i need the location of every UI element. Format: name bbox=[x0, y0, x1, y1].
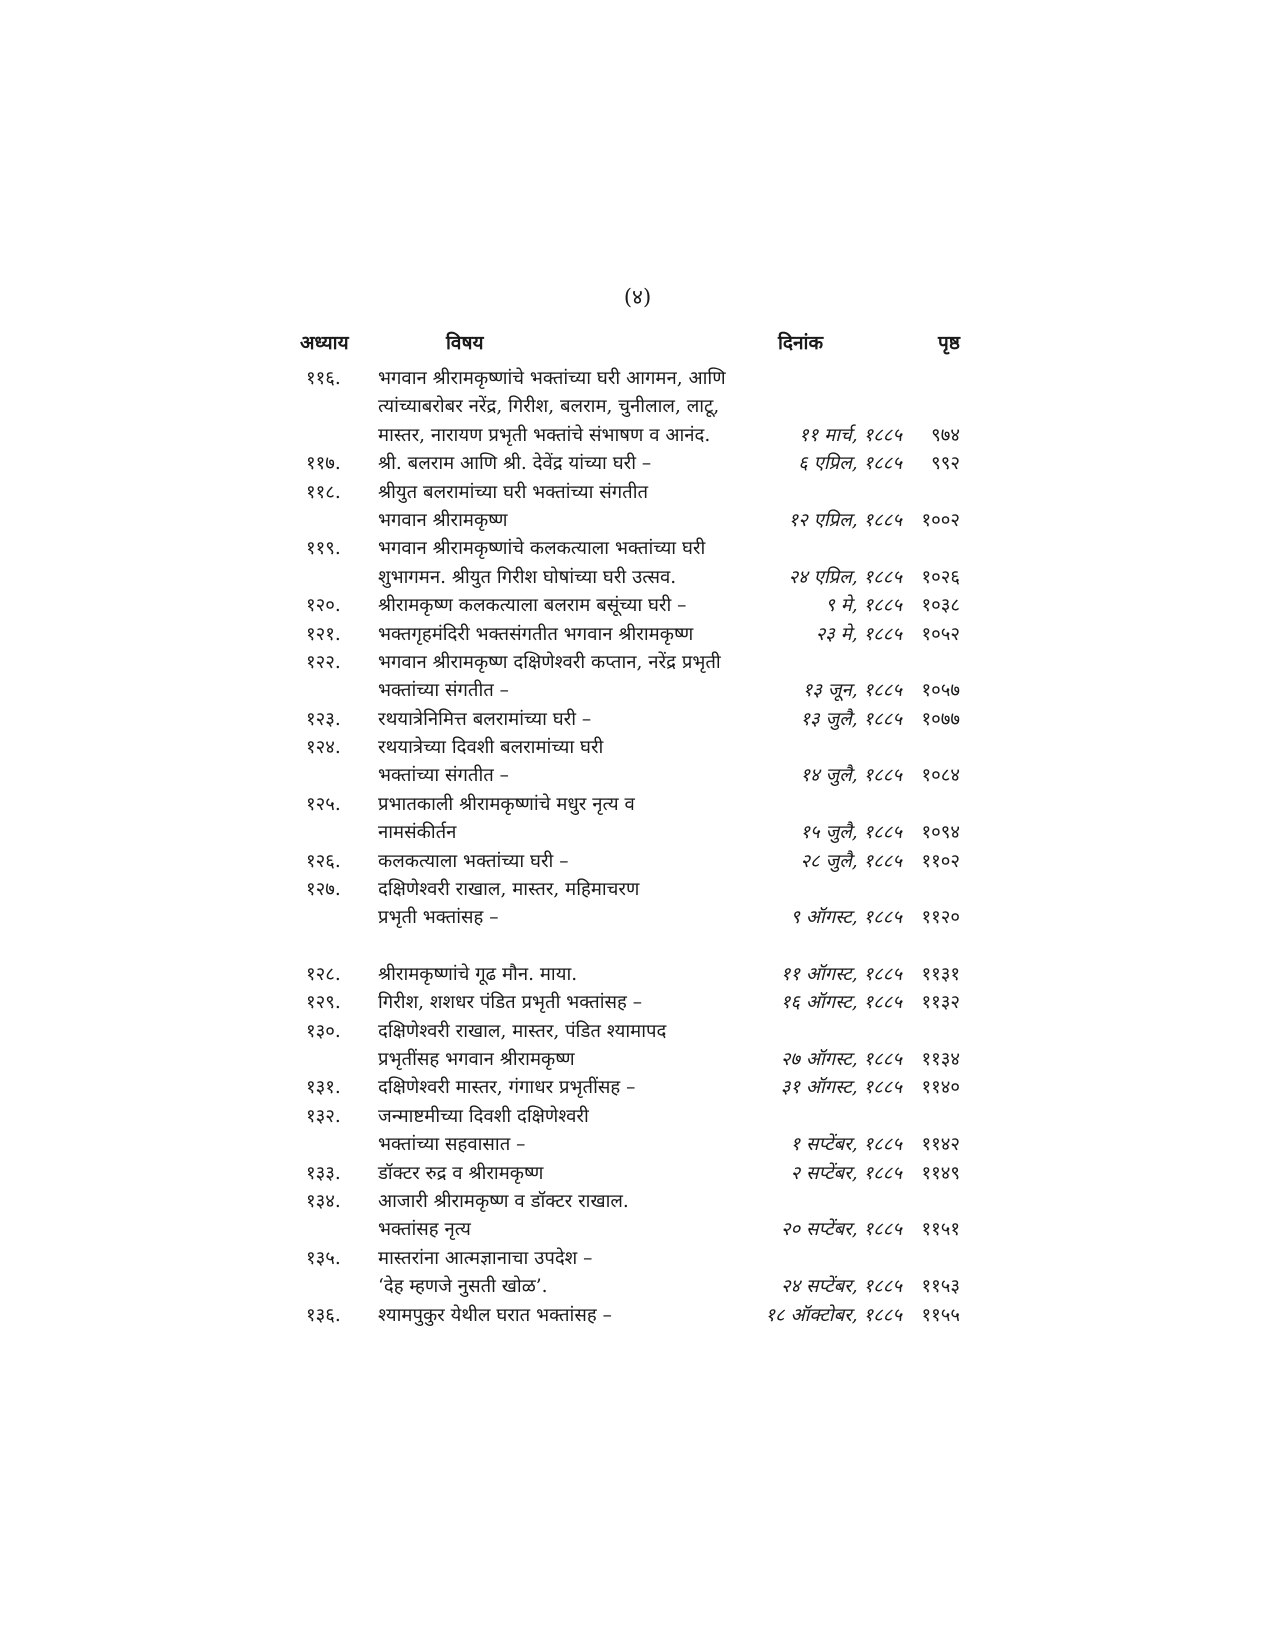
chapter-date: ६ एप्रिल, १८८५ bbox=[798, 453, 902, 475]
chapter-subject-line: दक्षिणेश्वरी राखाल, मास्तर, महिमाचरण bbox=[378, 879, 640, 901]
toc-entry-line bbox=[300, 535, 960, 563]
chapter-subject-line: प्रभृतींसह भगवान श्रीरामकृष्ण bbox=[378, 1048, 575, 1070]
toc-entry-line bbox=[300, 365, 960, 393]
toc-entry-line bbox=[300, 1302, 960, 1330]
chapter-subject-line: भगवान श्रीरामकृष्णांचे भक्तांच्या घरी आगमन, आणि bbox=[378, 368, 726, 389]
chapter-number: १२०. bbox=[306, 595, 341, 617]
toc-entry bbox=[300, 989, 960, 1017]
section-gap bbox=[300, 933, 960, 961]
toc-entry-line bbox=[300, 706, 960, 734]
chapter-page-number: ११०२ bbox=[921, 850, 960, 872]
toc-entry-line bbox=[300, 876, 960, 904]
toc-entry-line bbox=[300, 1245, 960, 1273]
chapter-date: २४ सप्टेंबर, १८८५ bbox=[780, 1276, 902, 1298]
chapter-number: १२५. bbox=[306, 793, 341, 815]
toc-entry-line bbox=[300, 1131, 960, 1159]
chapter-page-number: ११३१ bbox=[921, 963, 960, 985]
toc-entry bbox=[300, 1302, 960, 1330]
toc-entry bbox=[300, 876, 960, 933]
toc-entry-line bbox=[300, 904, 960, 932]
chapter-page-number: ९९२ bbox=[931, 453, 960, 475]
chapter-subject-line: रथयात्रेनिमित्त बलरामांच्या घरी – bbox=[378, 708, 592, 730]
toc-entry-line bbox=[300, 1160, 960, 1188]
toc-entry bbox=[300, 1074, 960, 1102]
chapter-number: १२३. bbox=[306, 708, 341, 730]
chapter-page-number: १०७७ bbox=[921, 708, 960, 730]
toc-entry-line bbox=[300, 564, 960, 592]
toc-entry-line bbox=[300, 1216, 960, 1244]
chapter-subject-line: दक्षिणेश्वरी मास्तर, गंगाधर प्रभृतींसह – bbox=[378, 1077, 636, 1099]
chapter-date: २४ एप्रिल, १८८५ bbox=[788, 566, 902, 588]
toc-entry-line bbox=[300, 393, 960, 421]
chapter-date: २३ मे, १८८५ bbox=[815, 623, 902, 645]
chapter-subject-line: भक्तांच्या सहवासात – bbox=[378, 1134, 526, 1156]
chapter-subject-line: प्रभृती भक्तांसह – bbox=[378, 907, 499, 929]
chapter-number: १२१. bbox=[306, 623, 341, 645]
toc-entry-line bbox=[300, 649, 960, 677]
toc-entry bbox=[300, 479, 960, 536]
header-page: पृष्ठ bbox=[938, 332, 960, 354]
chapter-page-number: १००२ bbox=[921, 509, 960, 531]
toc-entry-line bbox=[300, 1046, 960, 1074]
chapter-number: १३१. bbox=[306, 1077, 341, 1099]
table-of-contents bbox=[300, 325, 960, 1330]
toc-entry-line bbox=[300, 848, 960, 876]
chapter-date: १५ जुलै, १८८५ bbox=[800, 822, 902, 844]
chapter-subject-line: श्रीरामकृष्ण कलकत्याला बलराम बसूंच्या घरी – bbox=[378, 595, 687, 617]
toc-entry bbox=[300, 535, 960, 592]
chapter-number: १२८. bbox=[306, 963, 341, 985]
toc-entry-line bbox=[300, 479, 960, 507]
toc-entry-line bbox=[300, 1074, 960, 1102]
toc-entry-line bbox=[300, 422, 960, 450]
chapter-subject-line: भक्तांच्या संगतीत – bbox=[378, 765, 509, 787]
chapter-page-number: ११२० bbox=[921, 907, 960, 929]
chapter-number: १२४. bbox=[306, 737, 341, 759]
chapter-subject-line: भक्तगृहमंदिरी भक्तसंगतीत भगवान श्रीरामकृष्ण bbox=[378, 623, 694, 645]
toc-entry-line bbox=[300, 1103, 960, 1131]
toc-entry-line bbox=[300, 819, 960, 847]
chapter-subject-line: श्रीरामकृष्णांचे गूढ मौन. माया. bbox=[378, 963, 578, 985]
chapter-subject-line: भगवान श्रीरामकृष्ण दक्षिणेश्वरी कप्तान, नरेंद्र प्रभृती bbox=[378, 651, 721, 673]
chapter-subject-line: कलकत्याला भक्तांच्या घरी – bbox=[378, 850, 569, 872]
toc-entry-line bbox=[300, 677, 960, 705]
toc-entry-line bbox=[300, 762, 960, 790]
chapter-date: १ सप्टेंबर, १८८५ bbox=[790, 1134, 902, 1156]
chapter-page-number: १०५२ bbox=[921, 623, 960, 645]
toc-entries bbox=[300, 365, 960, 1330]
toc-entry bbox=[300, 706, 960, 734]
chapter-number: १३६. bbox=[306, 1304, 341, 1326]
chapter-page-number: ११५३ bbox=[921, 1276, 960, 1298]
chapter-subject-line: आजारी श्रीरामकृष्ण व डॉक्टर राखाल. bbox=[378, 1190, 629, 1212]
chapter-page-number: ११५१ bbox=[921, 1219, 960, 1241]
header-chapter: अध्याय bbox=[300, 332, 349, 354]
chapter-date: १३ जून, १८८५ bbox=[802, 680, 902, 702]
chapter-page-number: १०९४ bbox=[921, 822, 960, 844]
toc-entry-line bbox=[300, 1018, 960, 1046]
chapter-number: ११६. bbox=[306, 368, 341, 389]
chapter-subject-line: श्रीयुत बलरामांच्या घरी भक्तांच्या संगतीत bbox=[378, 481, 649, 503]
toc-entry bbox=[300, 1188, 960, 1245]
chapter-date: १३ जुलै, १८८५ bbox=[800, 708, 902, 730]
chapter-subject-line: श्यामपुकुर येथील घरात भक्तांसह – bbox=[378, 1304, 612, 1326]
chapter-page-number: ९७४ bbox=[931, 424, 960, 446]
chapter-number: १३४. bbox=[306, 1190, 341, 1212]
toc-entry bbox=[300, 848, 960, 876]
toc-entry bbox=[300, 621, 960, 649]
toc-entry bbox=[300, 734, 960, 791]
toc-entry bbox=[300, 1245, 960, 1302]
toc-entry-line bbox=[300, 507, 960, 535]
chapter-number: १३५. bbox=[306, 1247, 341, 1269]
chapter-date: २७ ऑगस्ट, १८८५ bbox=[780, 1048, 902, 1070]
chapter-subject-line: भगवान श्रीरामकृष्ण bbox=[378, 509, 508, 531]
chapter-subject-line: ‘देह म्हणजे नुसती खोळ’. bbox=[378, 1276, 548, 1298]
toc-entry bbox=[300, 1103, 960, 1160]
toc-entry-line bbox=[300, 1188, 960, 1216]
chapter-page-number: १०२६ bbox=[921, 566, 960, 588]
chapter-page-number: १०५७ bbox=[921, 680, 960, 702]
chapter-page-number: १०८४ bbox=[921, 765, 960, 787]
chapter-subject-line: नामसंकीर्तन bbox=[378, 822, 457, 844]
chapter-number: ११७. bbox=[306, 453, 341, 475]
toc-entry bbox=[300, 649, 960, 706]
chapter-number: १३०. bbox=[306, 1020, 341, 1042]
toc-entry bbox=[300, 791, 960, 848]
toc-entry-line bbox=[300, 450, 960, 478]
toc-entry-line bbox=[300, 734, 960, 762]
chapter-page-number: १०३८ bbox=[921, 595, 960, 617]
chapter-number: १३२. bbox=[306, 1105, 341, 1127]
chapter-subject-line: दक्षिणेश्वरी राखाल, मास्तर, पंडित श्यामापद bbox=[378, 1020, 667, 1042]
header-subject: विषय bbox=[446, 332, 484, 354]
chapter-date: २० सप्टेंबर, १८८५ bbox=[780, 1219, 902, 1241]
chapter-subject-line: भक्तांच्या संगतीत – bbox=[378, 680, 509, 702]
chapter-subject-line: भगवान श्रीरामकृष्णांचे कलकत्याला भक्तांच्या घरी bbox=[378, 538, 706, 560]
chapter-date: २ सप्टेंबर, १८८५ bbox=[790, 1162, 902, 1184]
chapter-page-number: ११३४ bbox=[921, 1048, 960, 1070]
chapter-date: ३१ ऑगस्ट, १८८५ bbox=[780, 1077, 902, 1099]
chapter-subject-line: जन्माष्टमीच्या दिवशी दक्षिणेश्वरी bbox=[378, 1105, 589, 1127]
chapter-number: १२९. bbox=[306, 992, 341, 1014]
chapter-date: १६ ऑगस्ट, १८८५ bbox=[780, 992, 902, 1014]
chapter-subject-line: शुभागमन. श्रीयुत गिरीश घोषांच्या घरी उत्सव. bbox=[378, 566, 677, 588]
toc-entry-line bbox=[300, 961, 960, 989]
toc-entry bbox=[300, 1018, 960, 1075]
chapter-page-number: ११३२ bbox=[921, 992, 960, 1014]
toc-entry-line bbox=[300, 989, 960, 1017]
chapter-number: १२६. bbox=[306, 850, 341, 872]
chapter-number: १२२. bbox=[306, 651, 341, 673]
chapter-date: ११ ऑगस्ट, १८८५ bbox=[780, 963, 902, 985]
chapter-page-number: ११५५ bbox=[921, 1304, 960, 1326]
toc-entry bbox=[300, 961, 960, 989]
chapter-subject-line: डॉक्टर रुद्र व श्रीरामकृष्ण bbox=[378, 1162, 544, 1184]
chapter-subject-line: भक्तांसह नृत्य bbox=[378, 1219, 471, 1241]
toc-entry-line bbox=[300, 592, 960, 620]
chapter-subject-line: रथयात्रेच्या दिवशी बलरामांच्या घरी bbox=[378, 737, 604, 759]
chapter-number: १२७. bbox=[306, 879, 341, 901]
header-date: दिनांक bbox=[778, 332, 824, 354]
chapter-subject-line: मास्तर, नारायण प्रभृती भक्तांचे संभाषण व आनंद. bbox=[378, 424, 711, 446]
chapter-number: १३३. bbox=[306, 1162, 341, 1184]
toc-entry-line bbox=[300, 621, 960, 649]
chapter-date: ९ मे, १८८५ bbox=[825, 595, 902, 617]
toc-entry bbox=[300, 1160, 960, 1188]
chapter-page-number: ११४० bbox=[921, 1077, 960, 1099]
toc-entry bbox=[300, 450, 960, 478]
chapter-subject-line: गिरीश, शशधर पंडित प्रभृती भक्तांसह – bbox=[378, 992, 642, 1014]
toc-entry-line bbox=[300, 791, 960, 819]
chapter-date: २८ जुलै, १८८५ bbox=[800, 850, 902, 872]
chapter-subject-line: मास्तरांना आत्मज्ञानाचा उपदेश – bbox=[378, 1247, 593, 1269]
chapter-page-number: ११४२ bbox=[921, 1134, 960, 1156]
chapter-date: १८ ऑक्टोबर, १८८५ bbox=[765, 1304, 902, 1326]
chapter-date: १४ जुलै, १८८५ bbox=[800, 765, 902, 787]
chapter-page-number: ११४९ bbox=[921, 1162, 960, 1184]
toc-header-row bbox=[300, 325, 960, 365]
chapter-date: ११ मार्च, १८८५ bbox=[799, 424, 902, 446]
chapter-subject-line: प्रभातकाली श्रीरामकृष्णांचे मधुर नृत्य व bbox=[378, 793, 635, 815]
chapter-subject-line: त्यांच्याबरोबर नरेंद्र, गिरीश, बलराम, चुनीलाल, लाटू, bbox=[378, 396, 720, 418]
chapter-number: ११९. bbox=[306, 538, 341, 560]
chapter-number: ११८. bbox=[306, 481, 341, 503]
chapter-date: १२ एप्रिल, १८८५ bbox=[788, 509, 902, 531]
chapter-date: ९ ऑगस्ट, १८८५ bbox=[790, 907, 902, 929]
toc-entry-line bbox=[300, 1273, 960, 1301]
page-number: (४) bbox=[623, 285, 652, 309]
toc-entry bbox=[300, 365, 960, 450]
chapter-subject-line: श्री. बलराम आणि श्री. देवेंद्र यांच्या घरी – bbox=[378, 453, 652, 475]
toc-entry bbox=[300, 592, 960, 620]
